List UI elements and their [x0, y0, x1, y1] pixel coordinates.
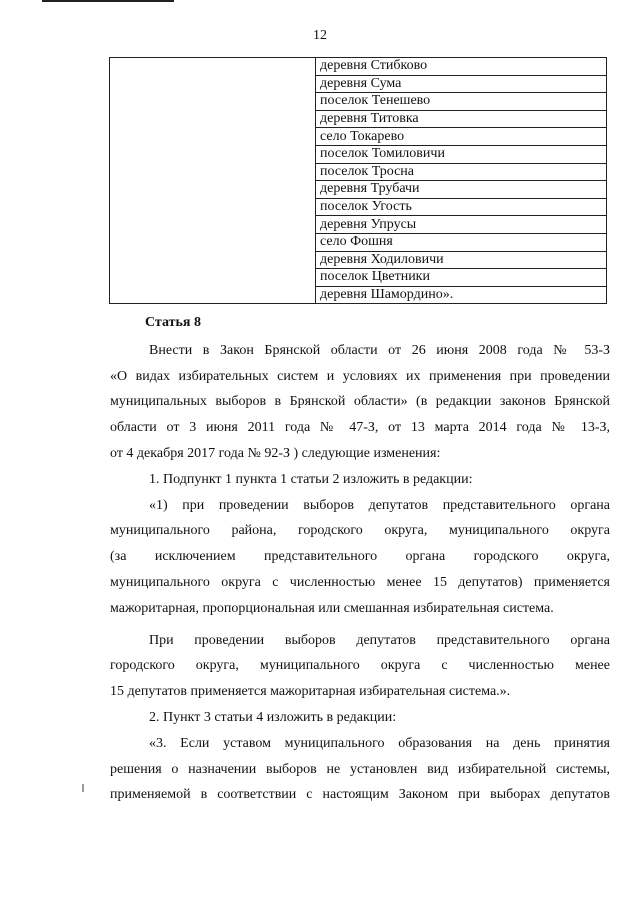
place-cell: поселок Цветники	[316, 269, 607, 287]
item-2: 2. Пункт 3 статьи 4 изложить в редакции:	[149, 709, 397, 725]
item-1: 1. Подпункт 1 пункта 1 статьи 2 изложить в редакции:	[149, 471, 473, 487]
item-1-quote-line: муниципального района, городского округа, муниципального округа	[110, 523, 610, 539]
item-1-second-line: 15 депутатов применяется мажоритарная избирательная система.».	[110, 684, 511, 700]
places-table	[109, 57, 607, 304]
place-cell: село Токарево	[316, 128, 607, 146]
item-1-quote-line: муниципального округа с численностью менее 15 депутатов) применяется	[110, 574, 610, 590]
place-cell: поселок Тенешево	[316, 93, 607, 111]
place-cell: деревня Ходиловичи	[316, 251, 607, 269]
article-body	[110, 310, 610, 808]
item-1-quote-line: мажоритарная, пропорциональная или смешанная избирательная система.	[110, 600, 554, 616]
place-cell: село Фошня	[316, 233, 607, 251]
intro-line: области от 3 июня 2011 года № 47-З, от 13 марта 2014 года № 13-З,	[110, 420, 610, 436]
item-1-quote-line: (за исключением представительного органа городского округа,	[110, 549, 610, 565]
place-cell: деревня Упрусы	[316, 216, 607, 234]
item-1-quote-line: «1) при проведении выборов депутатов представительного органа	[149, 497, 610, 513]
page-number: 12	[313, 28, 327, 43]
item-2-quote-line: «3. Если уставом муниципального образования на день принятия	[149, 735, 610, 751]
article-heading: Статья 8	[145, 315, 201, 330]
place-cell: поселок Томиловичи	[316, 145, 607, 163]
place-cell: деревня Титовка	[316, 110, 607, 128]
place-cell: деревня Шамордино».	[316, 286, 607, 304]
place-cell: поселок Угость	[316, 198, 607, 216]
place-cell: деревня Сума	[316, 75, 607, 93]
scan-mark	[82, 784, 84, 792]
intro-line: от 4 декабря 2017 года № 92-З ) следующие изменения:	[110, 445, 441, 461]
item-1-second-line: При проведении выборов депутатов представительного органа	[149, 632, 610, 648]
place-cell: деревня Трубачи	[316, 181, 607, 199]
table-row	[110, 58, 607, 76]
intro-line: «О видах избирательных систем и условиях их применения при проведении	[110, 368, 610, 384]
item-2-quote-line: применяемой в соответствии с настоящим Законом при выборах депутатов	[110, 787, 610, 803]
intro-line: Внести в Закон Брянской области от 26 июня 2008 года № 53-З	[149, 342, 610, 358]
empty-cell	[110, 58, 316, 304]
place-cell: поселок Тросна	[316, 163, 607, 181]
place-cell: деревня Стибково	[316, 58, 607, 76]
top-rule	[42, 0, 174, 2]
intro-line: муниципальных выборов в Брянской области» (в редакции законов Брянской	[110, 394, 610, 410]
item-2-quote-line: решения о назначении выборов не установлен вид избирательной системы,	[110, 761, 610, 777]
item-1-second-line: городского округа, муниципального округа с численностью менее	[110, 658, 610, 674]
